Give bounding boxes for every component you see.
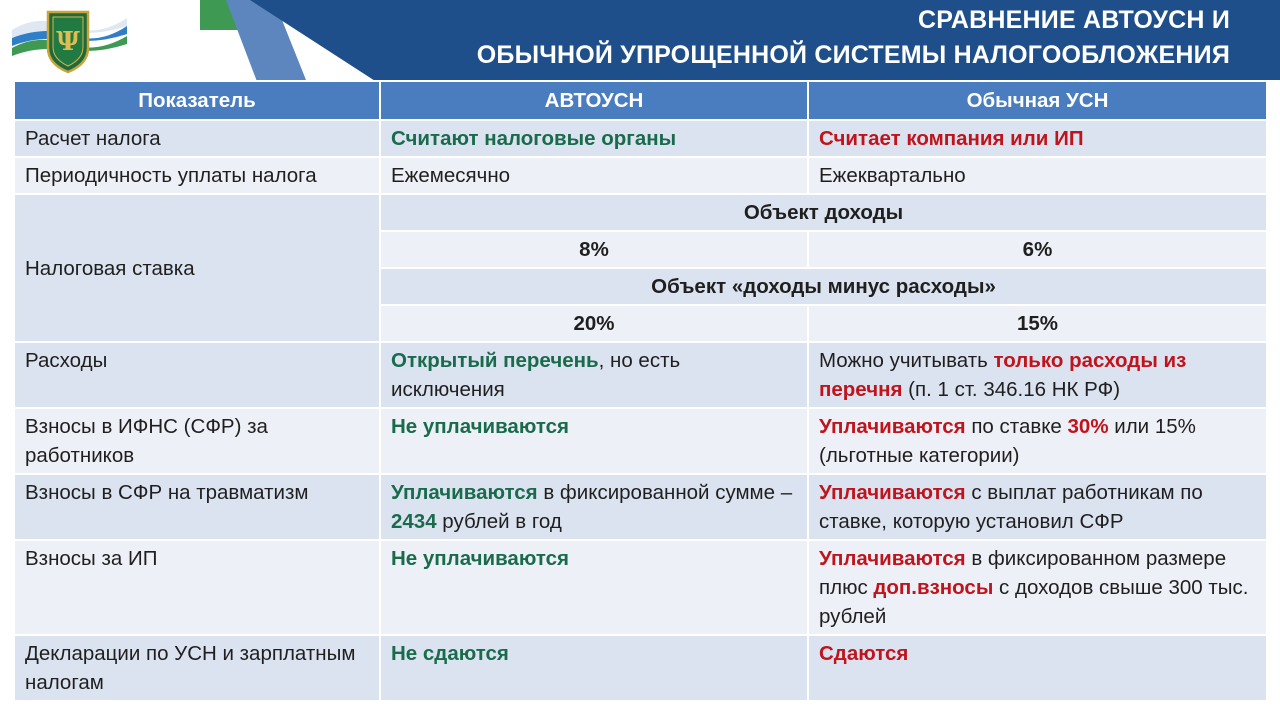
table-row [15,540,1267,635]
cell-text: с доходов свыше 300 тыс. рублей [819,576,1249,628]
cell-text-bold: доп.взносы [873,576,994,599]
cell-usn [808,120,1267,157]
cell-text-bold: Сдаются [819,642,909,665]
cell-text-bold: 2434 [391,510,437,533]
slide-title [350,3,1230,73]
cell-text: в фиксированном размере плюс [819,547,1227,599]
slide-header [0,0,1280,80]
svg-text:Ψ: Ψ [56,27,80,57]
cell-text-bold: Уплачиваются [819,481,966,504]
table-row [15,157,1267,194]
table-header-row [15,82,1267,120]
column-header-autousn: АВТОУСН [380,82,808,120]
rate-object-income: Объект доходы [380,194,1267,231]
cell-text: или 15% (льготные категории) [819,415,1196,467]
cell-usn [808,342,1267,408]
cell-usn [808,408,1267,474]
rate-object-income-minus-expenses: Объект «доходы минус расходы» [380,268,1267,305]
row-label: Расходы [15,342,380,408]
rate-income-autousn: 8% [380,231,808,268]
cell-text-bold: только расходы из перечня [819,349,1187,401]
cell-text: по ставке [965,415,1068,438]
cell-autousn [380,342,808,408]
table-row [15,194,1267,231]
cell-text-bold: Уплачиваются [391,481,538,504]
cell-text-bold: Не уплачиваются [391,547,569,570]
column-header-indicator: Показатель [15,82,380,120]
title-line-2: ОБЫЧНОЙ УПРОЩЕННОЙ СИСТЕМЫ НАЛОГООБЛОЖЕНИЯ [476,41,1230,69]
cell-autousn [380,120,808,157]
table-row [15,342,1267,408]
cell-text: с выплат работникам по ставке, которую установил СФР [819,481,1203,533]
cell-usn [808,635,1267,701]
cell-autousn [380,474,808,540]
cell-text-bold: Уплачиваются [819,415,966,438]
cell-text: рублей в год [436,510,562,533]
cell-text: , но есть исключения [391,349,681,401]
row-label: Декларации по УСН и зарплатным налогам [15,635,380,701]
table-row [15,635,1267,701]
cell-text: в фиксированной сумме – [537,481,793,504]
table-row [15,120,1267,157]
cell-autousn: Ежемесячно [380,157,808,194]
rate-income-usn: 6% [808,231,1267,268]
row-label: Периодичность уплаты налога [15,157,380,194]
emblem-shield-icon [12,8,127,74]
row-label: Налоговая ставка [15,194,380,342]
column-header-usn: Обычная УСН [808,82,1267,120]
cell-usn [808,474,1267,540]
cell-text: (п. 1 ст. 346.16 НК РФ) [902,378,1121,401]
row-label: Расчет налога [15,120,380,157]
rate-imr-usn: 15% [808,305,1267,342]
title-line-1: СРАВНЕНИЕ АВТОУСН И [917,6,1230,34]
cell-usn: Ежеквартально [808,157,1267,194]
row-label: Взносы в СФР на травматизм [15,474,380,540]
cell-usn [808,540,1267,635]
cell-autousn [380,540,808,635]
cell-text-bold: Не уплачиваются [391,415,569,438]
row-label: Взносы в ИФНС (СФР) за работников [15,408,380,474]
cell-text-bold: Не сдаются [391,642,509,665]
cell-text: Считают налоговые органы [391,127,677,150]
rate-imr-autousn: 20% [380,305,808,342]
row-label: Взносы за ИП [15,540,380,635]
cell-autousn [380,635,808,701]
table-row [15,474,1267,540]
cell-text-bold: Открытый перечень [391,349,599,372]
comparison-table [15,82,1268,702]
table-row [15,408,1267,474]
cell-text-bold: 30% [1067,415,1109,438]
cell-text: Считает компания или ИП [819,127,1084,150]
cell-autousn [380,408,808,474]
cell-text: Можно учитывать [819,349,994,372]
cell-text-bold: Уплачиваются [819,547,966,570]
